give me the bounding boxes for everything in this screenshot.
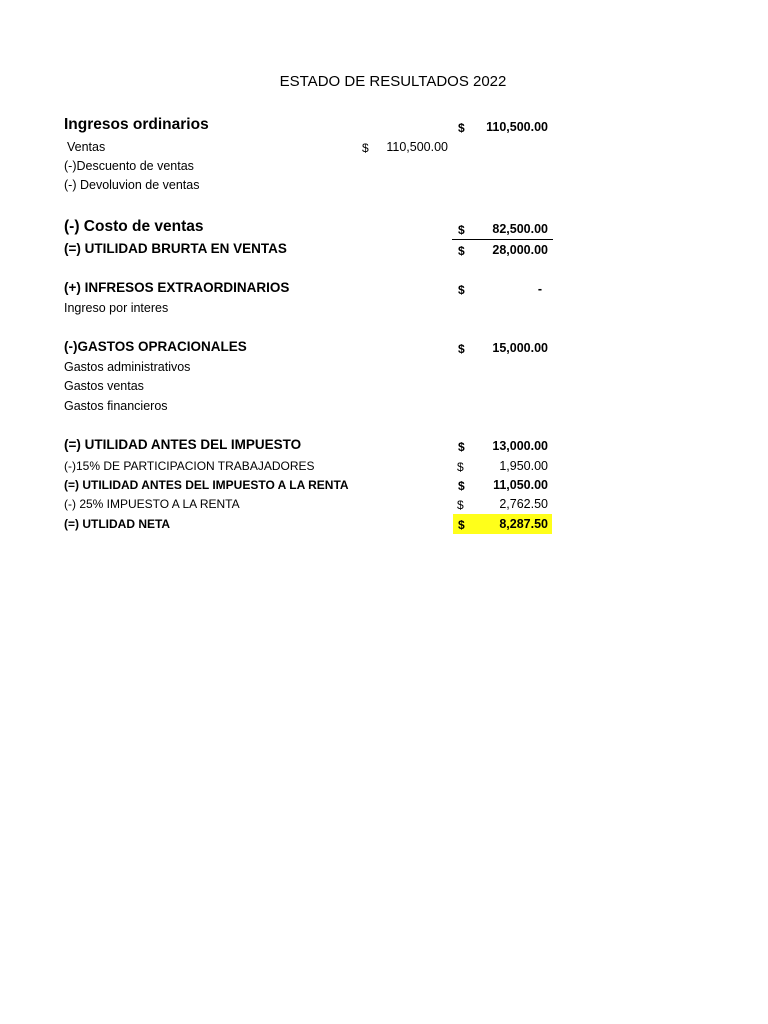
gastos-administrativos-label: Gastos administrativos xyxy=(64,360,191,374)
currency-symbol: $ xyxy=(458,121,465,135)
page-title: ESTADO DE RESULTADOS 2022 xyxy=(279,73,507,90)
currency-symbol: $ xyxy=(457,460,464,474)
currency-symbol: $ xyxy=(458,518,465,532)
devolucion-ventas-label: (-) Devoluvion de ventas xyxy=(64,178,200,192)
gastos-operacionales-amount: 15,000.00 xyxy=(492,341,548,355)
ingresos-extraordinarios-amount: - xyxy=(537,282,542,296)
currency-symbol: $ xyxy=(458,342,465,356)
impuesto-renta-amount: 2,762.50 xyxy=(499,497,548,511)
currency-symbol: $ xyxy=(458,283,465,297)
ingreso-interes-label: Ingreso por interes xyxy=(64,301,169,315)
currency-symbol: $ xyxy=(458,479,465,493)
utilidad-antes-renta-amount: 11,050.00 xyxy=(493,478,548,492)
ingresos-ordinarios-label: Ingresos ordinarios xyxy=(64,116,209,133)
gastos-operacionales-label: (-)GASTOS OPRACIONALES xyxy=(64,339,247,354)
currency-symbol: $ xyxy=(362,141,369,155)
ventas-label: Ventas xyxy=(67,140,106,154)
gastos-financieros-label: Gastos financieros xyxy=(64,399,168,413)
costo-ventas-label: (-) Costo de ventas xyxy=(64,218,204,235)
descuento-ventas-label: (-)Descuento de ventas xyxy=(64,159,194,173)
utilidad-neta-label: (=) UTLIDAD NETA xyxy=(64,517,171,531)
utilidad-antes-impuesto-label: (=) UTILIDAD ANTES DEL IMPUESTO xyxy=(64,437,302,452)
costo-ventas-amount: 82,500.00 xyxy=(492,222,548,236)
currency-symbol: $ xyxy=(458,440,465,454)
ingresos-extraordinarios-label: (+) INFRESOS EXTRAORDINARIOS xyxy=(64,280,290,295)
participacion-trabajadores-amount: 1,950.00 xyxy=(499,459,548,473)
ventas-amount: 110,500.00 xyxy=(386,140,448,154)
participacion-trabajadores-label: (-)15% DE PARTICIPACION TRABAJADORES xyxy=(64,459,315,473)
currency-symbol: $ xyxy=(458,244,465,258)
currency-symbol: $ xyxy=(457,498,464,512)
utilidad-antes-renta-label: (=) UTILIDAD ANTES DEL IMPUESTO A LA RENTA xyxy=(64,478,349,492)
gastos-ventas-label: Gastos ventas xyxy=(64,379,144,393)
utilidad-bruta-label: (=) UTILIDAD BRURTA EN VENTAS xyxy=(64,241,287,256)
subtotal-rule xyxy=(452,239,553,240)
utilidad-antes-impuesto-amount: 13,000.00 xyxy=(492,439,548,453)
utilidad-bruta-amount: 28,000.00 xyxy=(492,243,548,257)
utilidad-neta-amount: 8,287.50 xyxy=(499,517,548,531)
ingresos-ordinarios-amount: 110,500.00 xyxy=(486,120,548,134)
impuesto-renta-label: (-) 25% IMPUESTO A LA RENTA xyxy=(64,497,240,511)
currency-symbol: $ xyxy=(458,223,465,237)
